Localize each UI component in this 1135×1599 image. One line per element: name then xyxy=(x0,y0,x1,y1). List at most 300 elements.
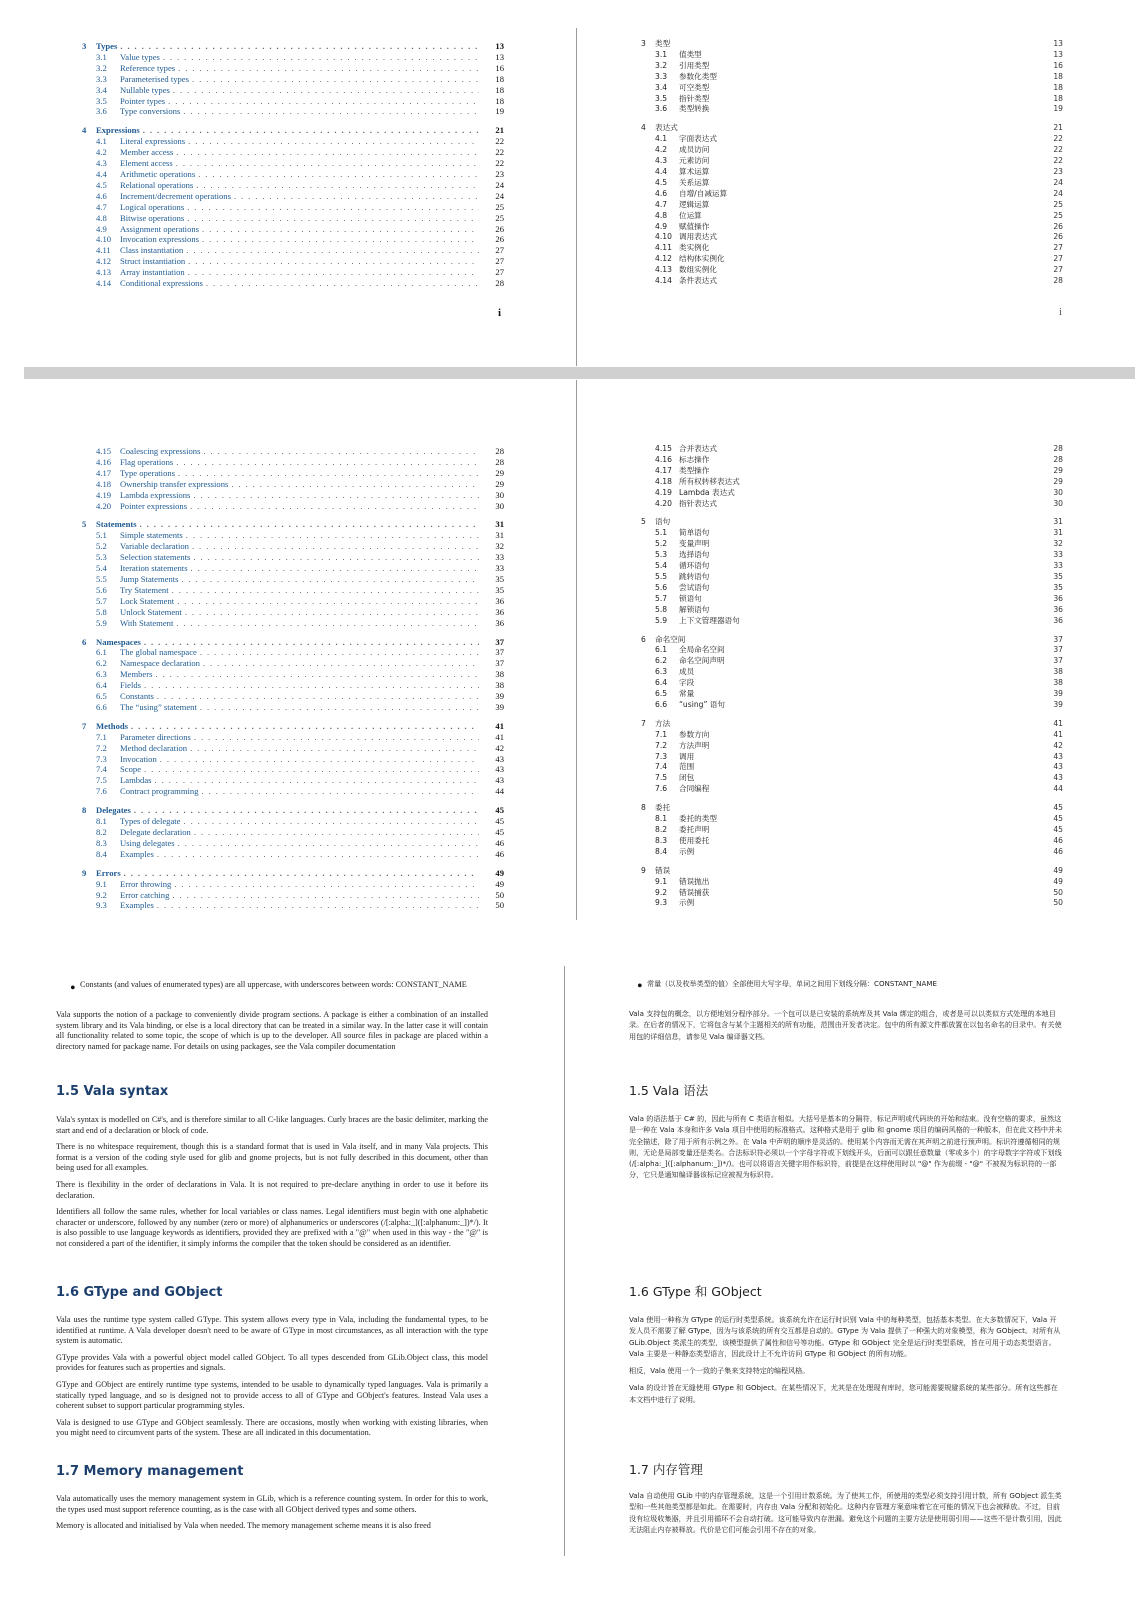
toc-section-entry[interactable] xyxy=(641,667,1063,678)
toc-section-page: 43 xyxy=(1053,773,1063,783)
toc-leader xyxy=(177,596,479,607)
toc-section-page: 19 xyxy=(1053,104,1063,114)
toc-section-title: 循环语句 xyxy=(679,561,710,571)
toc-en-page-1 xyxy=(82,41,504,291)
toc-section-entry[interactable] xyxy=(82,202,504,213)
toc-zh-page-2 xyxy=(641,444,1063,914)
toc-chapter-entry[interactable] xyxy=(641,123,1063,134)
bullet-text: Constants (and values of enumerated types) are all uppercase, with underscores between words: CONSTANT_NAME xyxy=(80,980,467,989)
toc-chapter-number: 3 xyxy=(641,39,646,48)
toc-leader xyxy=(157,849,479,860)
toc-section-page: 27 xyxy=(1053,243,1063,253)
bullet-item xyxy=(56,980,488,998)
toc-section-page: 28 xyxy=(1053,454,1063,464)
toc-chapter-entry[interactable] xyxy=(82,41,504,52)
toc-section-page: 18 xyxy=(495,84,504,95)
toc-section-page: 33 xyxy=(1053,561,1063,571)
toc-section-title: Namespace declaration xyxy=(120,658,200,669)
toc-section-entry[interactable] xyxy=(641,72,1063,83)
toc-section-page: 24 xyxy=(1053,188,1063,198)
toc-section-title: Parameter directions xyxy=(120,731,191,742)
toc-chapter-number: 4 xyxy=(641,123,646,133)
toc-section-entry[interactable] xyxy=(82,900,504,911)
toc-section-page: 32 xyxy=(1053,539,1063,549)
toc-section-title: 位运算 xyxy=(679,210,702,220)
toc-section-title: 解锁语句 xyxy=(679,604,710,614)
toc-section-title: 示例 xyxy=(679,846,695,856)
toc-section-number: 4.13 xyxy=(96,267,112,278)
toc-section-entry[interactable] xyxy=(82,732,504,743)
toc-chapter-number: 8 xyxy=(82,805,87,816)
toc-section-entry[interactable] xyxy=(82,278,504,289)
toc-section-title: Ownership transfer expressions xyxy=(120,478,229,489)
toc-chapter-entry[interactable] xyxy=(641,39,1063,50)
toc-section-title: 选择语句 xyxy=(679,550,710,560)
toc-section-entry[interactable] xyxy=(82,607,504,618)
toc-section-page: 24 xyxy=(495,179,504,190)
toc-section-entry[interactable] xyxy=(82,890,504,901)
toc-section-page: 19 xyxy=(495,106,504,117)
toc-section-page: 36 xyxy=(495,606,504,617)
toc-section-title: Type conversions xyxy=(120,106,181,117)
toc-section-page: 22 xyxy=(495,147,504,158)
toc-section-page: 39 xyxy=(1053,689,1063,699)
toc-section-entry[interactable] xyxy=(641,773,1063,784)
toc-section-title: Iteration statements xyxy=(120,563,188,574)
toc-section-entry[interactable] xyxy=(641,200,1063,211)
toc-section-page: 46 xyxy=(1053,835,1063,845)
toc-leader xyxy=(183,106,479,117)
toc-leader xyxy=(190,743,479,754)
toc-section-entry[interactable] xyxy=(82,490,504,501)
toc-section-entry[interactable] xyxy=(82,541,504,552)
toc-leader xyxy=(196,180,479,191)
toc-section-entry[interactable] xyxy=(641,232,1063,243)
toc-section-page: 25 xyxy=(1053,210,1063,220)
toc-section-entry[interactable] xyxy=(82,849,504,860)
toc-section-entry[interactable] xyxy=(641,83,1063,94)
toc-leader xyxy=(194,732,479,743)
toc-section-title: 参数方向 xyxy=(679,729,710,739)
toc-section-entry[interactable] xyxy=(641,825,1063,836)
toc-section-page: 35 xyxy=(495,584,504,595)
toc-section-entry[interactable] xyxy=(82,879,504,890)
toc-chapter-page: 41 xyxy=(1053,718,1063,728)
toc-chapter-title: Methods xyxy=(96,720,128,731)
toc-leader xyxy=(157,900,479,911)
toc-leader xyxy=(176,618,479,629)
toc-leader xyxy=(200,647,479,658)
toc-section-entry[interactable] xyxy=(641,689,1063,700)
toc-section-entry[interactable] xyxy=(641,265,1063,276)
toc-section-entry[interactable] xyxy=(82,180,504,191)
toc-section-number: 4.5 xyxy=(96,179,107,190)
toc-section-entry[interactable] xyxy=(82,680,504,691)
toc-section-entry[interactable] xyxy=(82,816,504,827)
toc-section-number: 6.6 xyxy=(96,701,107,712)
toc-section-number: 4.17 xyxy=(96,467,112,478)
toc-leader xyxy=(234,191,479,202)
toc-section-entry[interactable] xyxy=(641,616,1063,627)
toc-section-entry[interactable] xyxy=(641,561,1063,572)
toc-leader xyxy=(183,816,479,827)
toc-section-number: 4.10 xyxy=(655,232,672,242)
toc-section-entry[interactable] xyxy=(641,167,1063,178)
toc-section-entry[interactable] xyxy=(641,594,1063,605)
toc-section-entry[interactable] xyxy=(82,827,504,838)
toc-section-entry[interactable] xyxy=(82,85,504,96)
toc-section-entry[interactable] xyxy=(641,276,1063,287)
toc-chapter-title: Expressions xyxy=(96,125,140,136)
toc-section-entry[interactable] xyxy=(641,466,1063,477)
toc-section-entry[interactable] xyxy=(641,134,1063,145)
toc-section-page: 28 xyxy=(495,278,504,289)
toc-section-entry[interactable] xyxy=(641,678,1063,689)
toc-section-page: 46 xyxy=(495,837,504,848)
body-paragraph: There is no whitespace requirement, though this is a standard format that is used in Vala itself, and in many Vala projects. This format is a version of the coding style used for glib and gnome projects, but is not fully described in this document, other than being used for all examples. xyxy=(56,1142,488,1173)
toc-zh-page-1 xyxy=(641,39,1063,289)
toc-chapter-title: 语句 xyxy=(655,517,671,527)
toc-section-entry[interactable] xyxy=(82,501,504,512)
toc-section-entry[interactable] xyxy=(641,539,1063,550)
toc-leader xyxy=(203,446,479,457)
toc-section-page: 39 xyxy=(495,691,504,702)
toc-section-number: 7.1 xyxy=(655,729,668,739)
toc-section-entry[interactable] xyxy=(82,256,504,267)
section-1-6-body-zh xyxy=(629,1314,1063,1411)
toc-chapter-entry[interactable] xyxy=(82,125,504,136)
toc-section-page: 28 xyxy=(1053,276,1063,286)
toc-section-entry[interactable] xyxy=(641,700,1063,711)
toc-leader xyxy=(190,501,479,512)
toc-section-title: Constants xyxy=(120,691,154,702)
toc-section-entry[interactable] xyxy=(641,572,1063,583)
toc-section-entry[interactable] xyxy=(82,574,504,585)
toc-section-title: 委托声明 xyxy=(679,825,710,834)
toc-section-page: 43 xyxy=(495,764,504,775)
toc-section-page: 26 xyxy=(1053,221,1063,231)
toc-section-number: 7.3 xyxy=(655,751,668,761)
toc-section-title: Error catching xyxy=(120,889,170,900)
toc-section-entry[interactable] xyxy=(82,786,504,797)
toc-section-entry[interactable] xyxy=(82,74,504,85)
toc-section-entry[interactable] xyxy=(641,444,1063,455)
toc-section-entry[interactable] xyxy=(641,145,1063,156)
toc-section-entry[interactable] xyxy=(82,563,504,574)
toc-section-entry[interactable] xyxy=(82,52,504,63)
toc-section-number: 9.1 xyxy=(96,878,107,889)
toc-section-entry[interactable] xyxy=(82,191,504,202)
toc-section-entry[interactable] xyxy=(641,254,1063,265)
toc-section-number: 5.2 xyxy=(655,539,668,549)
toc-section-number: 5.5 xyxy=(96,573,107,584)
toc-section-title: 变量声明 xyxy=(679,539,710,549)
toc-chapter-entry[interactable] xyxy=(641,517,1063,528)
toc-section-number: 3.3 xyxy=(96,73,107,84)
body-paragraph: Vala 的语法基于 C# 的，因此与所有 C 类语言相似。大括号是基本的分隔符，标记声明或代码块的开始和结束。没有空格的要求，虽然这是一种在 Vala 本身和许多 Vala 项目中使用的标准格式。这种格式是用于 glib 和 gnome 项目的编码风格的一种版本，但在此文档中并未完全描述，除了用于所有示例之外。在 Vala 中声明的顺序是灵活的。使用某个内容而无需在其声明之前进行预声明。标识符遵循相同的规则，无论是局部变量还是类名。合法标识符必须以一个字母字符或下划线开头，后面可以跟任意数量（零或多个）的字母数字字符或下划线 (/[:alpha:_]([:alphanum:_])*/)。也可以将语言关键字用作标识符，前提是在这样使用时以 "@" 作为前缀 - "@" 不被视为标识符的一部分，它只是通知编译器该标记应被视为标识符。 xyxy=(629,1114,1063,1180)
toc-section-entry[interactable] xyxy=(641,762,1063,773)
toc-section-title: 使用委托 xyxy=(679,835,710,845)
toc-section-entry[interactable] xyxy=(82,754,504,765)
body-paragraph: Vala uses the runtime type system called GType. This system allows every type in Vala, including the fundamental types, to be identified at runtime. A Vala developer doesn't need to be aware of GType in most circumstances, as all interaction with the type system is automatic. xyxy=(56,1315,488,1346)
toc-leader xyxy=(160,754,479,765)
toc-section-number: 3.6 xyxy=(96,106,107,117)
toc-section-entry[interactable] xyxy=(82,136,504,147)
toc-section-number: 8.2 xyxy=(96,827,107,837)
toc-section-page: 27 xyxy=(1053,265,1063,275)
toc-section-entry[interactable] xyxy=(82,669,504,680)
toc-section-entry[interactable] xyxy=(82,658,504,669)
toc-chapter-title: 表达式 xyxy=(655,123,678,133)
toc-section-title: Pointer types xyxy=(120,95,166,106)
toc-section-page: 39 xyxy=(1053,699,1063,709)
toc-leader xyxy=(202,786,479,797)
toc-section-entry[interactable] xyxy=(82,224,504,235)
toc-section-title: Literal expressions xyxy=(120,136,186,147)
toc-chapter-page: 13 xyxy=(495,41,504,51)
toc-section-entry[interactable] xyxy=(641,222,1063,233)
toc-section-page: 50 xyxy=(495,900,504,911)
toc-section-page: 36 xyxy=(1053,604,1063,614)
toc-leader xyxy=(181,574,479,585)
toc-section-entry[interactable] xyxy=(82,691,504,702)
toc-chapter-title: 错误 xyxy=(655,865,671,875)
toc-leader xyxy=(203,658,479,669)
toc-section-title: 指针表达式 xyxy=(679,498,717,508)
toc-leader xyxy=(124,868,479,879)
toc-section-entry[interactable] xyxy=(82,245,504,256)
toc-section-entry[interactable] xyxy=(641,528,1063,539)
toc-section-title: Conditional expressions xyxy=(120,278,203,289)
toc-section-entry[interactable] xyxy=(82,63,504,74)
toc-section-entry[interactable] xyxy=(641,730,1063,741)
toc-section-title: 跳转语句 xyxy=(679,571,710,581)
toc-section-page: 13 xyxy=(1053,49,1063,59)
toc-chapter-page: 37 xyxy=(495,636,504,647)
toc-section-entry[interactable] xyxy=(641,211,1063,222)
toc-section-entry[interactable] xyxy=(641,61,1063,72)
toc-section-entry[interactable] xyxy=(641,178,1063,189)
toc-section-page: 43 xyxy=(495,775,504,786)
toc-leader xyxy=(191,563,479,574)
toc-section-entry[interactable] xyxy=(82,169,504,180)
toc-section-entry[interactable] xyxy=(82,775,504,786)
body-paragraph: 相反，Vala 使用一个一致的子集来支持特定的编程风格。 xyxy=(629,1366,810,1376)
toc-section-title: 调用 xyxy=(679,751,695,761)
toc-section-entry[interactable] xyxy=(82,530,504,541)
toc-section-entry[interactable] xyxy=(641,94,1063,105)
toc-section-page: 43 xyxy=(1053,762,1063,772)
toc-chapter-entry[interactable] xyxy=(641,719,1063,730)
toc-section-title: Logical operations xyxy=(120,201,185,212)
body-paragraph: Vala 使用一种称为 GType 的运行时类型系统。该系统允许在运行时识别 Vala 中的每种类型，包括基本类型。在大多数情况下，Vala 开发人员不需要了解 GType，因为与该系统的所有交互都是自动的。GType 为 Vala 提供了一种强大的对象模型，称为 GObject。对所有从 GLib.Object 类派生的类型，该模型提供了属性和信号等功能。GType 和 GObject 完全是运行时类型系统，旨在可用于动态类型语言。Vala 主要是一种静态类型语言，因此设计上不允许访问 GType 和 GObject 的所有功能。 xyxy=(629,1315,1061,1358)
toc-chapter-page: 21 xyxy=(1053,123,1063,133)
toc-section-entry[interactable] xyxy=(641,605,1063,616)
toc-section-entry[interactable] xyxy=(641,550,1063,561)
toc-section-title: Using delegates xyxy=(120,837,175,848)
toc-section-entry[interactable] xyxy=(82,743,504,754)
toc-section-number: 7.2 xyxy=(655,740,668,750)
toc-section-entry[interactable] xyxy=(82,147,504,158)
toc-section-entry[interactable] xyxy=(82,552,504,563)
toc-section-page: 49 xyxy=(495,878,504,889)
toc-leader xyxy=(143,125,479,136)
toc-section-number: 9.1 xyxy=(655,876,668,886)
toc-section-entry[interactable] xyxy=(82,618,504,629)
toc-chapter-entry[interactable] xyxy=(82,637,504,648)
toc-section-entry[interactable] xyxy=(641,477,1063,488)
toc-section-page: 32 xyxy=(495,541,504,552)
toc-chapter-number: 7 xyxy=(641,718,646,728)
toc-section-title: 成员 xyxy=(679,667,695,677)
toc-section-number: 4.18 xyxy=(655,476,672,486)
toc-section-entry[interactable] xyxy=(641,645,1063,656)
toc-section-entry[interactable] xyxy=(641,104,1063,115)
toc-section-page: 22 xyxy=(495,136,504,147)
toc-section-number: 6.4 xyxy=(96,680,107,691)
toc-section-page: 33 xyxy=(495,563,504,574)
toc-section-page: 23 xyxy=(495,168,504,179)
toc-section-number: 8.3 xyxy=(96,837,107,848)
toc-leader xyxy=(174,879,479,890)
toc-section-title: Element access xyxy=(120,158,173,169)
toc-section-title: Selection statements xyxy=(120,552,191,563)
toc-section-entry[interactable] xyxy=(82,702,504,713)
toc-section-entry[interactable] xyxy=(641,455,1063,466)
toc-section-page: 44 xyxy=(495,786,504,797)
toc-section-number: 4.8 xyxy=(655,210,668,220)
toc-section-entry[interactable] xyxy=(82,838,504,849)
toc-chapter-page: 49 xyxy=(1053,865,1063,875)
toc-section-entry[interactable] xyxy=(82,96,504,107)
toc-section-page: 38 xyxy=(1053,678,1063,688)
toc-section-entry[interactable] xyxy=(641,656,1063,667)
toc-section-entry[interactable] xyxy=(82,106,504,117)
toc-section-entry[interactable] xyxy=(641,836,1063,847)
toc-section-entry[interactable] xyxy=(641,888,1063,899)
toc-section-page: 37 xyxy=(1053,645,1063,655)
toc-section-page: 30 xyxy=(1053,487,1063,497)
toc-section-entry[interactable] xyxy=(641,877,1063,888)
toc-chapter-entry[interactable] xyxy=(82,868,504,879)
toc-section-number: 6.2 xyxy=(655,656,668,666)
toc-section-number: 5.4 xyxy=(655,561,668,571)
toc-section-title: The global namespace xyxy=(120,647,197,658)
toc-section-entry[interactable] xyxy=(82,479,504,490)
toc-section-title: Invocation expressions xyxy=(120,234,199,245)
toc-section-entry[interactable] xyxy=(641,499,1063,510)
toc-section-number: 3.2 xyxy=(655,60,668,70)
toc-section-entry[interactable] xyxy=(641,814,1063,825)
toc-chapter-title: Statements xyxy=(96,519,137,530)
toc-section-entry[interactable] xyxy=(641,741,1063,752)
toc-chapter-entry[interactable] xyxy=(82,721,504,732)
toc-leader xyxy=(178,838,479,849)
toc-section-entry[interactable] xyxy=(82,158,504,169)
toc-section-number: 8.4 xyxy=(655,846,668,856)
toc-section-entry[interactable] xyxy=(641,156,1063,167)
body-paragraph: Vala automatically uses the memory management system in GLib, which is a reference counting system. In order for this to work, the types used must support reference counting, as is the case with all GObject derived types and some others. xyxy=(56,1494,488,1514)
toc-section-number: 6.3 xyxy=(655,667,668,677)
toc-section-number: 6.1 xyxy=(655,645,668,655)
toc-chapter-entry[interactable] xyxy=(641,803,1063,814)
toc-chapter-entry[interactable] xyxy=(641,635,1063,646)
toc-section-entry[interactable] xyxy=(82,468,504,479)
toc-section-number: 4.1 xyxy=(96,136,107,147)
toc-leader xyxy=(134,805,479,816)
toc-section-entry[interactable] xyxy=(641,488,1063,499)
toc-section-page: 38 xyxy=(495,669,504,680)
toc-section-entry[interactable] xyxy=(82,446,504,457)
toc-section-entry[interactable] xyxy=(641,50,1063,61)
body-paragraph: Memory is allocated and initialised by Vala when needed. The memory management scheme means it is also freed xyxy=(56,1521,431,1531)
section-title-1-5-zh: 1.5 Vala 语法 xyxy=(629,1083,709,1098)
toc-section-entry[interactable] xyxy=(82,457,504,468)
toc-leader xyxy=(187,213,479,224)
toc-section-entry[interactable] xyxy=(641,898,1063,909)
toc-section-page: 24 xyxy=(1053,177,1063,187)
section-title-1-7: 1.7 Memory management xyxy=(56,1464,244,1479)
toc-section-title: Flag operations xyxy=(120,456,174,467)
toc-section-number: 6.6 xyxy=(655,699,668,709)
toc-section-entry[interactable] xyxy=(82,585,504,596)
toc-section-number: 5.1 xyxy=(655,528,668,538)
toc-section-title: Class instantiation xyxy=(120,245,184,256)
section-1-7-body xyxy=(56,1494,488,1538)
toc-section-number: 4.2 xyxy=(655,145,668,155)
toc-leader xyxy=(188,267,479,278)
toc-section-entry[interactable] xyxy=(641,752,1063,763)
toc-section-title: 全局命名空间 xyxy=(679,645,725,655)
toc-section-number: 5.7 xyxy=(96,595,107,606)
section-1-7-body-zh xyxy=(629,1490,1063,1541)
toc-section-title: 类型转换 xyxy=(679,104,710,114)
toc-leader xyxy=(206,278,479,289)
toc-section-entry[interactable] xyxy=(82,596,504,607)
toc-chapter-number: 5 xyxy=(82,519,87,530)
body-paragraph: Vala 自动使用 GLib 中的内存管理系统，这是一个引用计数系统。为了使其工作，所使用的类型必须支持引用计数，所有 GObject 派生类型和一些其他类型都是如此。在需要时，内存由 Vala 分配和初始化。这种内存管理方案意味着它在可能的情况下也会被释放。不过，目前没有垃圾收集器，并且引用循环不会自动打破。这可能导致内存泄漏。避免这个问题的主要方法是使用弱引用——这些不是计数引用，因此无法阻止内存被释放。代价是它们可能会引用不存在的对象。 xyxy=(629,1491,1062,1534)
toc-chapter-entry[interactable] xyxy=(641,866,1063,877)
toc-section-title: 尝试语句 xyxy=(679,582,710,592)
toc-section-entry[interactable] xyxy=(82,213,504,224)
toc-section-entry[interactable] xyxy=(641,784,1063,795)
toc-section-number: 4.15 xyxy=(655,444,672,453)
toc-section-title: 命名空间声明 xyxy=(679,656,725,666)
toc-section-page: 33 xyxy=(495,552,504,563)
intro-paragraph-zh: Vala 支持包的概念，以方便地划分程序部分。一个包可以是已安装的系统库及其 Vala 绑定的组合，或者是可以以类似方式处理的本地目录。在后者的情况下，它将包含与某个主题相关的所有功能，范围由开发者决定。包中的所有源文件都放置在以包名命名的目录中。有关使用包的详细信息，请参见 Vala 编译器文档。 xyxy=(629,1009,1062,1041)
toc-section-page: 30 xyxy=(495,500,504,511)
toc-section-page: 30 xyxy=(495,489,504,500)
toc-chapter-page: 45 xyxy=(495,805,504,816)
toc-section-page: 27 xyxy=(495,267,504,278)
toc-chapter-entry[interactable] xyxy=(82,519,504,530)
toc-section-number: 5.7 xyxy=(655,593,668,603)
toc-section-entry[interactable] xyxy=(82,267,504,278)
body-zh xyxy=(629,978,1063,1558)
toc-chapter-entry[interactable] xyxy=(82,805,504,816)
toc-section-number: 4.1 xyxy=(655,134,668,144)
toc-chapter-number: 3 xyxy=(82,41,87,51)
toc-chapter-title: Delegates xyxy=(96,805,131,816)
toc-section-page: 27 xyxy=(1053,254,1063,264)
toc-section-entry[interactable] xyxy=(641,583,1063,594)
toc-section-entry[interactable] xyxy=(641,243,1063,254)
toc-section-entry[interactable] xyxy=(82,647,504,658)
toc-section-entry[interactable] xyxy=(641,189,1063,200)
toc-section-entry[interactable] xyxy=(82,234,504,245)
toc-section-entry[interactable] xyxy=(641,847,1063,858)
toc-section-entry[interactable] xyxy=(82,764,504,775)
